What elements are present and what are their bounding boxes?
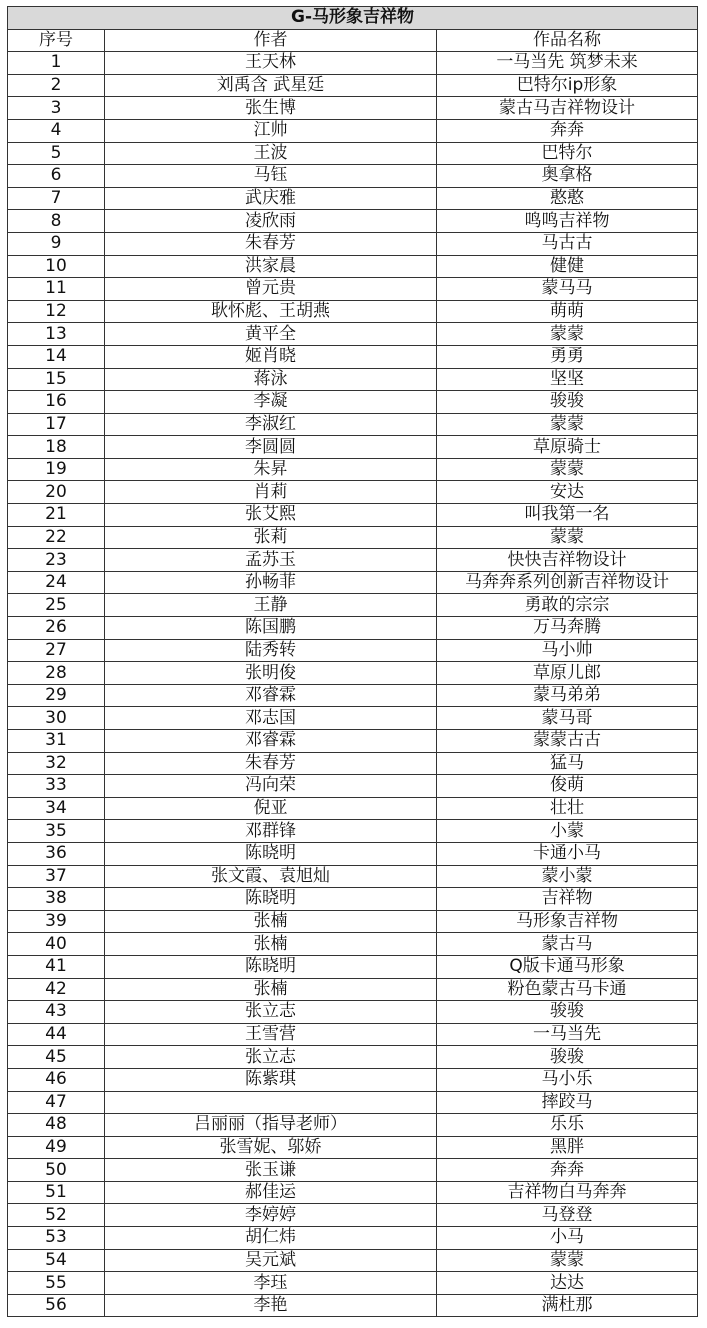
row-author-cell: 朱春芳	[105, 232, 437, 255]
row-author-cell: 张明俊	[105, 662, 437, 685]
mascot-list-table	[7, 6, 698, 1317]
row-index-cell: 55	[8, 1272, 105, 1295]
row-author-cell: 耿怀彪、王胡燕	[105, 300, 437, 323]
row-work-cell: 万马奔腾	[437, 617, 698, 640]
row-author-cell: 倪亚	[105, 797, 437, 820]
table-row	[8, 617, 698, 640]
row-work-cell: 蒙蒙	[437, 323, 698, 346]
table-row	[8, 255, 698, 278]
row-index-cell: 39	[8, 910, 105, 933]
row-index-cell: 27	[8, 639, 105, 662]
row-work-cell: 巴特尔	[437, 142, 698, 165]
row-work-cell: 蒙古马吉祥物设计	[437, 97, 698, 120]
row-author-cell: 蒋泳	[105, 368, 437, 391]
row-author-cell: 张楠	[105, 910, 437, 933]
row-work-cell: 吉祥物白马奔奔	[437, 1181, 698, 1204]
row-author-cell: 陆秀转	[105, 639, 437, 662]
row-index-cell: 1	[8, 52, 105, 75]
row-author-cell: 张生博	[105, 97, 437, 120]
row-work-cell: 蒙马哥	[437, 707, 698, 730]
table-row	[8, 888, 698, 911]
table-row	[8, 1204, 698, 1227]
row-work-cell: 勇勇	[437, 345, 698, 368]
table-row	[8, 1294, 698, 1317]
row-work-cell: 马形象吉祥物	[437, 910, 698, 933]
row-index-cell: 13	[8, 323, 105, 346]
table-body	[8, 52, 698, 1317]
row-author-cell: 姬肖晓	[105, 345, 437, 368]
row-work-cell: 一马当先 筑梦未来	[437, 52, 698, 75]
row-work-cell: 坚坚	[437, 368, 698, 391]
table-row	[8, 323, 698, 346]
table-row	[8, 300, 698, 323]
table-row	[8, 458, 698, 481]
row-author-cell: 李淑红	[105, 413, 437, 436]
row-index-cell: 37	[8, 865, 105, 888]
table-row	[8, 1136, 698, 1159]
row-index-cell: 15	[8, 368, 105, 391]
row-index-cell: 3	[8, 97, 105, 120]
row-index-cell: 2	[8, 74, 105, 97]
row-work-cell: 马小乐	[437, 1068, 698, 1091]
row-index-cell: 48	[8, 1114, 105, 1137]
row-author-cell: 孟苏玉	[105, 549, 437, 572]
row-author-cell: 张艾熙	[105, 504, 437, 527]
row-author-cell	[105, 1091, 437, 1114]
row-index-cell: 30	[8, 707, 105, 730]
row-index-cell: 28	[8, 662, 105, 685]
table-row	[8, 1272, 698, 1295]
table-row	[8, 978, 698, 1001]
table-row	[8, 594, 698, 617]
table-row	[8, 865, 698, 888]
row-author-cell: 冯向荣	[105, 775, 437, 798]
row-author-cell: 吴元斌	[105, 1249, 437, 1272]
row-work-cell: 蒙蒙	[437, 1249, 698, 1272]
row-index-cell: 17	[8, 413, 105, 436]
row-work-cell: 萌萌	[437, 300, 698, 323]
row-index-cell: 12	[8, 300, 105, 323]
row-author-cell: 李婷婷	[105, 1204, 437, 1227]
row-work-cell: 快快吉祥物设计	[437, 549, 698, 572]
table-row	[8, 797, 698, 820]
row-index-cell: 53	[8, 1227, 105, 1250]
table-row	[8, 481, 698, 504]
table-row	[8, 842, 698, 865]
row-author-cell: 朱春芳	[105, 752, 437, 775]
row-index-cell: 19	[8, 458, 105, 481]
row-index-cell: 42	[8, 978, 105, 1001]
row-index-cell: 36	[8, 842, 105, 865]
row-index-cell: 7	[8, 187, 105, 210]
row-index-cell: 34	[8, 797, 105, 820]
table-row	[8, 933, 698, 956]
row-index-cell: 11	[8, 278, 105, 301]
row-author-cell: 张雪妮、邬娇	[105, 1136, 437, 1159]
row-author-cell: 江帅	[105, 119, 437, 142]
row-author-cell: 王天林	[105, 52, 437, 75]
row-author-cell: 陈国鹏	[105, 617, 437, 640]
row-work-cell: 马奔奔系列创新吉祥物设计	[437, 571, 698, 594]
row-author-cell: 武庆雅	[105, 187, 437, 210]
row-author-cell: 陈晓明	[105, 955, 437, 978]
row-index-cell: 44	[8, 1023, 105, 1046]
row-work-cell: 奔奔	[437, 119, 698, 142]
table-row	[8, 52, 698, 75]
row-author-cell: 李珏	[105, 1272, 437, 1295]
table-row	[8, 232, 698, 255]
row-work-cell: 蒙蒙古古	[437, 730, 698, 753]
table-row	[8, 1023, 698, 1046]
table-row	[8, 345, 698, 368]
row-index-cell: 56	[8, 1294, 105, 1317]
row-work-cell: 卡通小马	[437, 842, 698, 865]
row-index-cell: 33	[8, 775, 105, 798]
row-author-cell: 郝佳运	[105, 1181, 437, 1204]
table-row	[8, 1227, 698, 1250]
row-work-cell: 蒙小蒙	[437, 865, 698, 888]
row-work-cell: Q版卡通马形象	[437, 955, 698, 978]
table-row	[8, 119, 698, 142]
table-row	[8, 707, 698, 730]
table-row	[8, 730, 698, 753]
row-index-cell: 32	[8, 752, 105, 775]
row-author-cell: 王静	[105, 594, 437, 617]
row-work-cell: 巴特尔ip形象	[437, 74, 698, 97]
row-index-cell: 46	[8, 1068, 105, 1091]
row-work-cell: 小蒙	[437, 820, 698, 843]
table-row	[8, 571, 698, 594]
row-index-cell: 52	[8, 1204, 105, 1227]
table-row	[8, 74, 698, 97]
table-row	[8, 684, 698, 707]
row-index-cell: 41	[8, 955, 105, 978]
row-index-cell: 54	[8, 1249, 105, 1272]
row-index-cell: 26	[8, 617, 105, 640]
row-index-cell: 51	[8, 1181, 105, 1204]
table-title: G-马形象吉祥物	[8, 7, 698, 30]
table-row	[8, 504, 698, 527]
header-row	[8, 29, 698, 52]
row-index-cell: 9	[8, 232, 105, 255]
row-index-cell: 25	[8, 594, 105, 617]
row-work-cell: 吉祥物	[437, 888, 698, 911]
row-index-cell: 49	[8, 1136, 105, 1159]
row-work-cell: 达达	[437, 1272, 698, 1295]
row-index-cell: 16	[8, 391, 105, 414]
row-work-cell: 蒙蒙	[437, 413, 698, 436]
row-author-cell: 李圆圆	[105, 436, 437, 459]
row-index-cell: 47	[8, 1091, 105, 1114]
row-work-cell: 乐乐	[437, 1114, 698, 1137]
row-index-cell: 24	[8, 571, 105, 594]
row-index-cell: 4	[8, 119, 105, 142]
row-index-cell: 20	[8, 481, 105, 504]
table-row	[8, 639, 698, 662]
table-row	[8, 187, 698, 210]
row-index-cell: 45	[8, 1046, 105, 1069]
table-row	[8, 165, 698, 188]
row-author-cell: 胡仁炜	[105, 1227, 437, 1250]
header-index: 序号	[8, 29, 105, 52]
table-row	[8, 910, 698, 933]
table-row	[8, 391, 698, 414]
row-author-cell: 张玉谦	[105, 1159, 437, 1182]
row-index-cell: 40	[8, 933, 105, 956]
row-author-cell: 王雪营	[105, 1023, 437, 1046]
table-row	[8, 97, 698, 120]
row-author-cell: 李艳	[105, 1294, 437, 1317]
title-row	[8, 7, 698, 30]
row-author-cell: 黄平全	[105, 323, 437, 346]
row-index-cell: 5	[8, 142, 105, 165]
table-row	[8, 413, 698, 436]
row-author-cell: 马钰	[105, 165, 437, 188]
table-row	[8, 752, 698, 775]
table-row	[8, 955, 698, 978]
row-author-cell: 张文霞、袁旭灿	[105, 865, 437, 888]
row-index-cell: 38	[8, 888, 105, 911]
row-work-cell: 满杜那	[437, 1294, 698, 1317]
row-index-cell: 50	[8, 1159, 105, 1182]
row-work-cell: 摔跤马	[437, 1091, 698, 1114]
table-row	[8, 278, 698, 301]
row-author-cell: 张莉	[105, 526, 437, 549]
row-author-cell: 洪家晨	[105, 255, 437, 278]
table-row	[8, 549, 698, 572]
table-row	[8, 1159, 698, 1182]
row-work-cell: 马古古	[437, 232, 698, 255]
row-index-cell: 14	[8, 345, 105, 368]
row-work-cell: 安达	[437, 481, 698, 504]
row-index-cell: 43	[8, 1001, 105, 1024]
row-work-cell: 壮壮	[437, 797, 698, 820]
row-author-cell: 肖莉	[105, 481, 437, 504]
row-work-cell: 马小帅	[437, 639, 698, 662]
row-author-cell: 曾元贵	[105, 278, 437, 301]
row-work-cell: 鸣鸣吉祥物	[437, 210, 698, 233]
row-author-cell: 邓睿霖	[105, 684, 437, 707]
row-work-cell: 憨憨	[437, 187, 698, 210]
table-row	[8, 368, 698, 391]
row-work-cell: 草原儿郎	[437, 662, 698, 685]
row-work-cell: 黑胖	[437, 1136, 698, 1159]
row-author-cell: 孙畅菲	[105, 571, 437, 594]
row-index-cell: 31	[8, 730, 105, 753]
row-work-cell: 蒙马弟弟	[437, 684, 698, 707]
row-index-cell: 10	[8, 255, 105, 278]
table-row	[8, 210, 698, 233]
row-work-cell: 骏骏	[437, 1046, 698, 1069]
table-row	[8, 526, 698, 549]
row-author-cell: 邓睿霖	[105, 730, 437, 753]
row-work-cell: 健健	[437, 255, 698, 278]
table-row	[8, 1114, 698, 1137]
table-row	[8, 820, 698, 843]
row-work-cell: 骏骏	[437, 391, 698, 414]
row-index-cell: 23	[8, 549, 105, 572]
row-work-cell: 猛马	[437, 752, 698, 775]
row-work-cell: 蒙古马	[437, 933, 698, 956]
row-index-cell: 29	[8, 684, 105, 707]
row-author-cell: 邓群锋	[105, 820, 437, 843]
row-index-cell: 6	[8, 165, 105, 188]
row-author-cell: 邓志国	[105, 707, 437, 730]
row-work-cell: 骏骏	[437, 1001, 698, 1024]
table-row	[8, 1068, 698, 1091]
row-author-cell: 张楠	[105, 978, 437, 1001]
row-work-cell: 叫我第一名	[437, 504, 698, 527]
table-row	[8, 1046, 698, 1069]
table-row	[8, 142, 698, 165]
row-work-cell: 俊萌	[437, 775, 698, 798]
table-row	[8, 662, 698, 685]
row-author-cell: 吕丽丽（指导老师）	[105, 1114, 437, 1137]
row-work-cell: 奥拿格	[437, 165, 698, 188]
row-index-cell: 35	[8, 820, 105, 843]
row-work-cell: 一马当先	[437, 1023, 698, 1046]
header-author: 作者	[105, 29, 437, 52]
row-work-cell: 蒙蒙	[437, 526, 698, 549]
row-work-cell: 粉色蒙古马卡通	[437, 978, 698, 1001]
row-author-cell: 陈晓明	[105, 842, 437, 865]
row-work-cell: 勇敢的宗宗	[437, 594, 698, 617]
row-author-cell: 陈紫琪	[105, 1068, 437, 1091]
row-work-cell: 马登登	[437, 1204, 698, 1227]
table-row	[8, 1181, 698, 1204]
row-author-cell: 凌欣雨	[105, 210, 437, 233]
table-row	[8, 1091, 698, 1114]
header-work: 作品名称	[437, 29, 698, 52]
row-author-cell: 张楠	[105, 933, 437, 956]
row-author-cell: 张立志	[105, 1001, 437, 1024]
row-author-cell: 张立志	[105, 1046, 437, 1069]
row-work-cell: 奔奔	[437, 1159, 698, 1182]
row-index-cell: 8	[8, 210, 105, 233]
row-author-cell: 刘禹含 武星廷	[105, 74, 437, 97]
row-work-cell: 蒙蒙	[437, 458, 698, 481]
row-author-cell: 李凝	[105, 391, 437, 414]
table-row	[8, 436, 698, 459]
row-author-cell: 朱昇	[105, 458, 437, 481]
row-index-cell: 22	[8, 526, 105, 549]
table-row	[8, 1249, 698, 1272]
row-work-cell: 蒙马马	[437, 278, 698, 301]
row-author-cell: 陈晓明	[105, 888, 437, 911]
row-work-cell: 草原骑士	[437, 436, 698, 459]
row-index-cell: 21	[8, 504, 105, 527]
row-author-cell: 王波	[105, 142, 437, 165]
table-row	[8, 775, 698, 798]
row-work-cell: 小马	[437, 1227, 698, 1250]
table-row	[8, 1001, 698, 1024]
row-index-cell: 18	[8, 436, 105, 459]
